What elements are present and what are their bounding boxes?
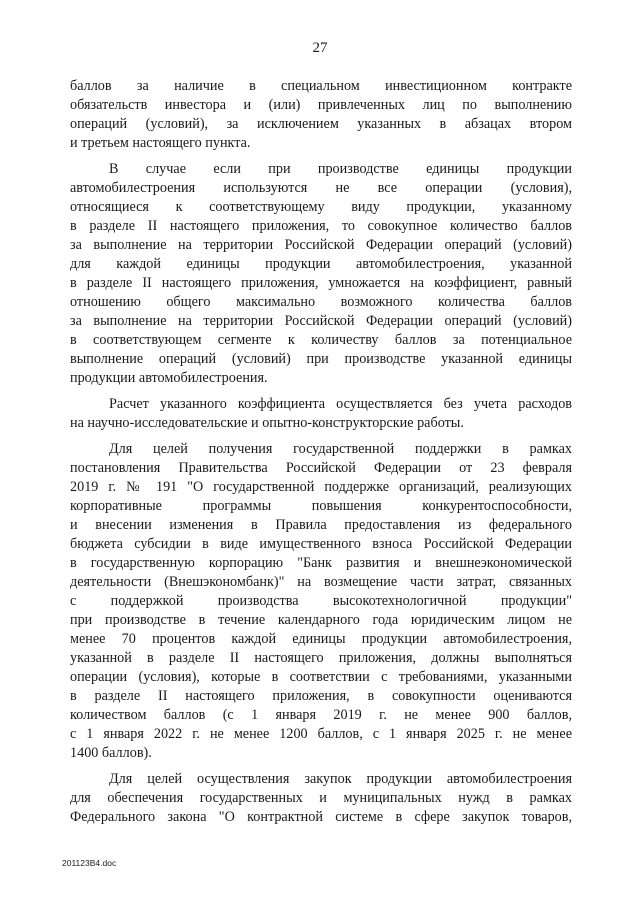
text-line: отношению общего максимально возможного количества баллов [70,294,572,310]
text-line: менее 70 процентов каждой единицы продукции автомобилестроения, [70,631,572,647]
paragraph-gap [70,388,572,395]
text-line: в разделе II настоящего приложения, то совокупное количество баллов [70,218,572,234]
paragraph [70,395,572,433]
text-line: бюджета субсидии в виде имущественного взноса Российской Федерации [70,536,572,552]
paragraph [70,77,572,153]
text-line: в государственную корпорацию "Банк развития и внешнеэкономической [70,555,572,571]
text-line: операции (условия), которые в соответствии с требованиями, указанными [70,669,572,685]
paragraph-gap [70,763,572,770]
text-line: деятельности (Внешэкономбанк)" на возмещение части затрат, связанных [70,574,572,590]
text-line: Для целей осуществления закупок продукции автомобилестроения [109,771,572,787]
text-line: и третьем настоящего пункта. [70,135,251,151]
text-line: указанной в разделе II настоящего приложения, должны выполняться [70,650,572,666]
text-line: для обеспечения государственных и муниципальных нужд в рамках [70,790,572,806]
text-line: постановления Правительства Российской Федерации от 23 февраля [70,460,572,476]
text-line: 2019 г. № 191 "О государственной поддержке организаций, реализующих [70,479,572,495]
text-line: количеством баллов (с 1 января 2019 г. не менее 900 баллов, [70,707,572,723]
text-line: с 1 января 2022 г. не менее 1200 баллов, с 1 января 2025 г. не менее [70,726,572,742]
page-number: 27 [312,40,328,56]
paragraph [70,770,572,827]
text-line: Расчет указанного коэффициента осуществляется без учета расходов [109,396,572,412]
text-line: Федерального закона "О контрактной системе в сфере закупок товаров, [70,809,572,825]
file-reference: 201123В4.doc [62,858,117,868]
text-line: в разделе II настоящего приложения, в совокупности оцениваются [70,688,572,704]
text-line: в разделе II настоящего приложения, умножается на коэффициент, равный [70,275,572,291]
text-line: Для целей получения государственной поддержки в рамках [109,441,572,457]
text-line: и внесении изменения в Правила предоставления из федерального [70,517,572,533]
text-line: за выполнение на территории Российской Федерации операций (условий) [70,237,572,253]
paragraph [70,440,572,763]
text-line: для каждой единицы продукции автомобилестроения, указанной [70,256,572,272]
text-line: обязательств инвестора и (или) привлеченных лиц по выполнению [70,97,572,113]
text-line: автомобилестроения используются не все операции (условия), [70,180,572,196]
text-line: баллов за наличие в специальном инвестиционном контракте [70,78,572,94]
text-line: при производстве в течение календарного года юридическим лицом не [70,612,572,628]
paragraph-gap [70,433,572,440]
text-line: продукции автомобилестроения. [70,370,268,386]
text-line: В случае если при производстве единицы продукции [109,161,572,177]
text-line: в соответствующем сегменте к количеству баллов за потенциальное [70,332,572,348]
text-line: выполнение операций (условий) при производстве указанной единицы [70,351,572,367]
document-body [70,77,572,827]
paragraph-gap [70,153,572,160]
paragraph [70,160,572,388]
text-line: корпоративные программы повышения конкурентоспособности, [70,498,572,514]
text-line: на научно-исследовательские и опытно-конструкторские работы. [70,415,464,431]
text-line: относящиеся к соответствующему виду продукции, указанному [70,199,572,215]
text-line: с поддержкой производства высокотехнологичной продукции" [70,593,572,609]
text-line: за выполнение на территории Российской Федерации операций (условий) [70,313,572,329]
text-line: операций (условий), за исключением указанных в абзацах втором [70,116,572,132]
text-line: 1400 баллов). [70,745,152,761]
